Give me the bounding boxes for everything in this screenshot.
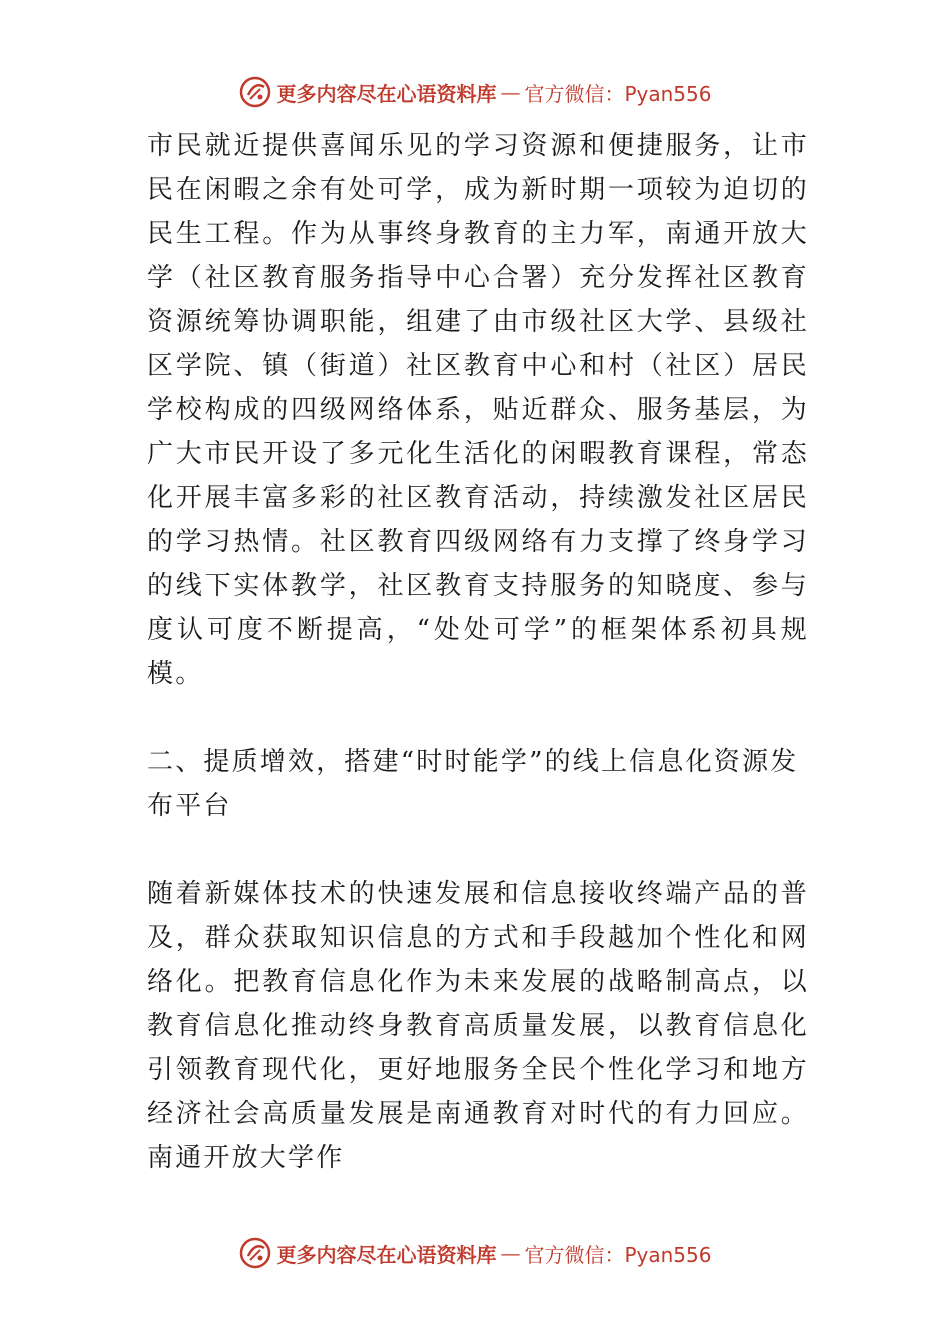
footer-banner [0, 1233, 950, 1273]
logo-icon [238, 1236, 272, 1270]
banner-site-text: 更多内容尽在心语资料库 [276, 1242, 497, 1267]
banner-site-text: 更多内容尽在心语资料库 [276, 81, 497, 106]
footer-banner-inner [238, 1236, 711, 1270]
banner-dash: — [500, 1241, 521, 1265]
banner-dash: — [500, 80, 521, 104]
banner-wechat-text: 官方微信：Pyan556 [524, 1242, 712, 1267]
header-banner-inner [238, 75, 711, 109]
section-heading-2: 二、提质增效，搭建“时时能学”的线上信息化资源发布平台 [147, 747, 799, 821]
paragraph-1: 市民就近提供喜闻乐见的学习资源和便捷服务，让市民在闲暇之余有处可学，成为新时期一项较为迫切的民生工程。作为从事终身教育的主力军，南通开放大学（社区教育服务指导中心合署）充分发挥社区教育资源统筹协调职能，组建了由市级社区大学、县级社区学院、镇（街道）社区教育中心和村（社区）居民学校构成的四级网络体系，贴近群众、服务基层，为广大市民开设了多元化生活化的闲暇教育课程，常态化开展丰富多彩的社区教育活动，持续激发社区居民的学习热情。社区教育四级网络有力支撑了终身学习的线下实体教学，社区教育支持服务的知晓度、参与度认可度不断提高，“处处可学”的框架体系初具规模。 [147, 131, 809, 689]
header-banner [0, 72, 950, 112]
paragraph-2: 随着新媒体技术的快速发展和信息接收终端产品的普及，群众获取知识信息的方式和手段越加个性化和网络化。把教育信息化作为未来发展的战略制高点，以教育信息化推动终身教育高质量发展，以教育信息化引领教育现代化，更好地服务全民个性化学习和地方经济社会高质量发展是南通教育对时代的有力回应。南通开放大学作 [147, 879, 809, 1173]
banner-wechat-text: 官方微信：Pyan556 [524, 81, 712, 106]
logo-icon [238, 75, 272, 109]
document-body [147, 124, 809, 1180]
